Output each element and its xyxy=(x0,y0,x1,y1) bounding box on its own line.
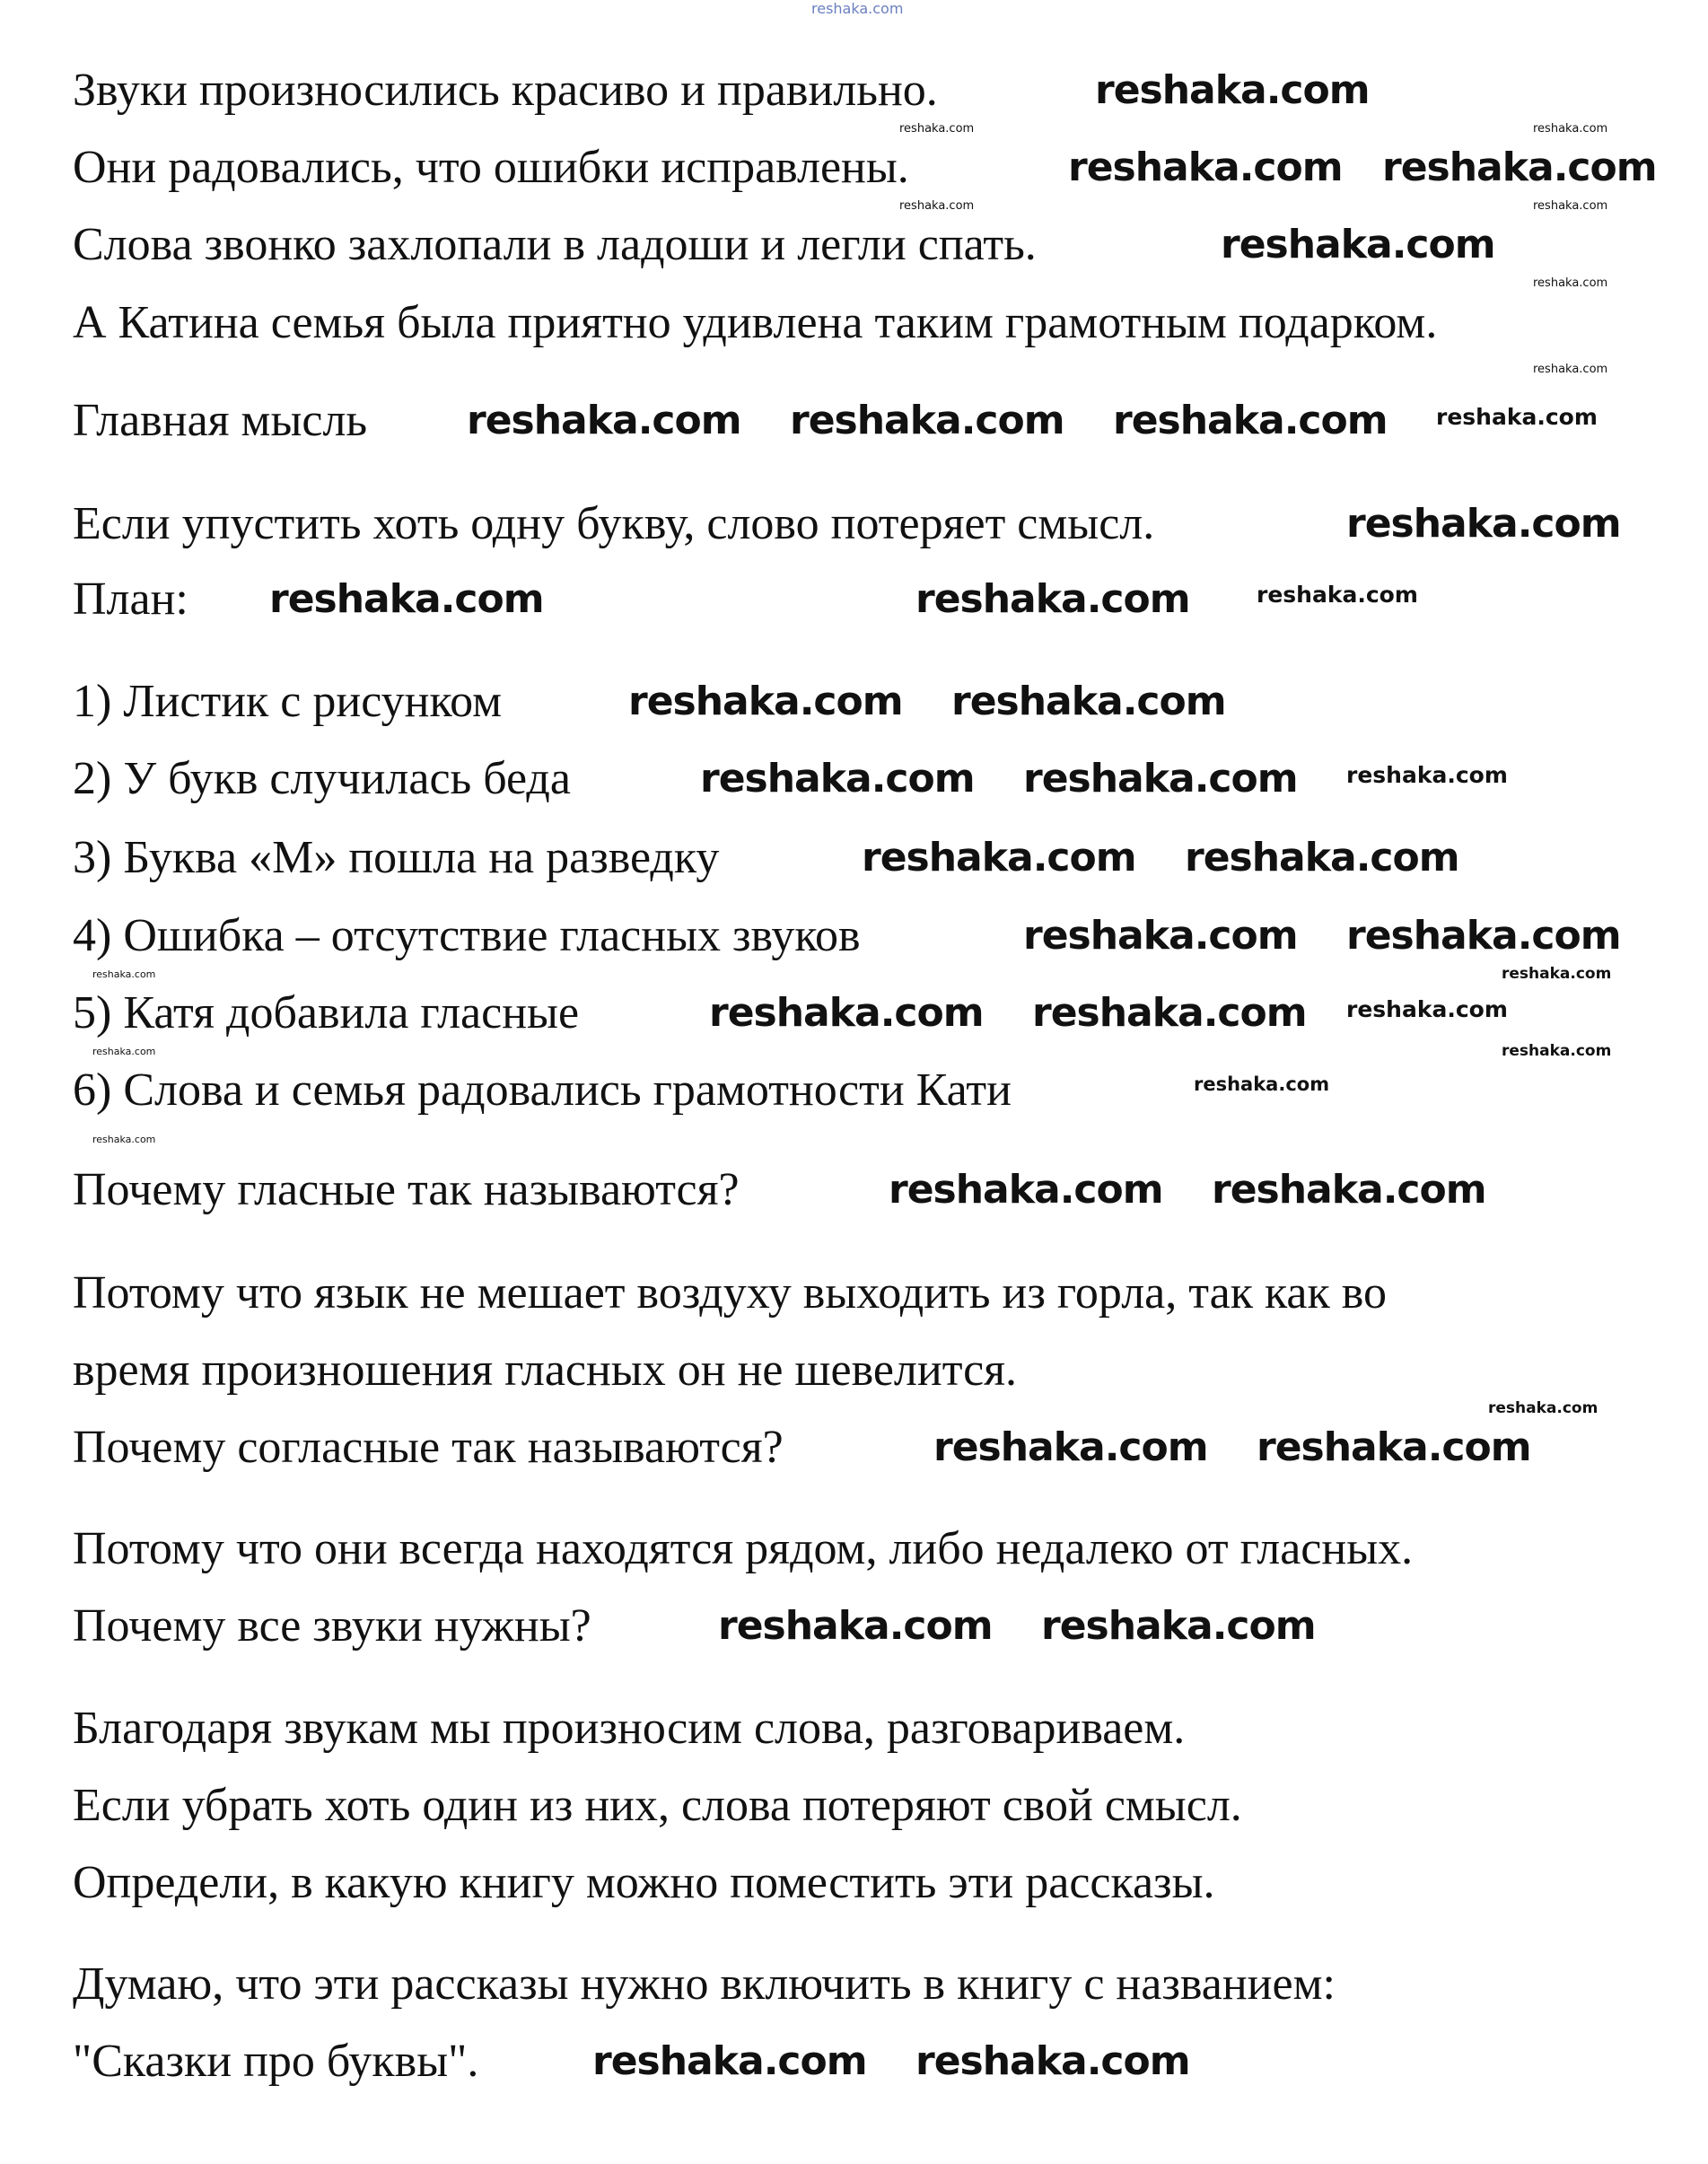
watermark: reshaka.com xyxy=(92,968,156,980)
watermark: reshaka.com xyxy=(709,990,984,1036)
watermark: reshaka.com xyxy=(1212,1167,1486,1213)
watermark: reshaka.com xyxy=(1502,965,1612,983)
watermark: reshaka.com xyxy=(1068,145,1343,190)
watermark: reshaka.com xyxy=(1257,1424,1531,1470)
watermark: reshaka.com xyxy=(915,2038,1190,2084)
plan-item: 1) Листик с рисунком xyxy=(73,676,502,727)
watermark: reshaka.com xyxy=(1113,398,1388,443)
watermark: reshaka.com xyxy=(628,679,903,724)
watermark: reshaka.com xyxy=(951,679,1226,724)
watermark: reshaka.com xyxy=(811,0,904,17)
watermark: reshaka.com xyxy=(899,122,975,136)
answer: "Сказки про буквы". xyxy=(73,2036,479,2087)
question: Определи, в какую книгу можно поместить эти рассказы. xyxy=(73,1857,1215,1908)
text-line: Если упустить хоть одну букву, слово потеряет смысл. xyxy=(73,498,1155,549)
watermark: reshaka.com xyxy=(889,1167,1163,1213)
text-line: Звуки произносились красиво и правильно. xyxy=(73,65,938,116)
watermark: reshaka.com xyxy=(718,1603,993,1649)
watermark: reshaka.com xyxy=(1346,913,1621,959)
text-line: Они радовались, что ошибки исправлены. xyxy=(73,142,909,193)
watermark: reshaka.com xyxy=(1533,122,1608,136)
answer: Думаю, что эти рассказы нужно включить в книгу с названием: xyxy=(73,1958,1336,2010)
watermark: reshaka.com xyxy=(1346,501,1621,547)
answer: Потому что они всегда находятся рядом, либо недалеко от гласных. xyxy=(73,1523,1414,1574)
plan-item: 6) Слова и семья радовались грамотности Кати xyxy=(73,1064,1012,1116)
text-line: Слова звонко захлопали в ладоши и легли спать. xyxy=(73,219,1037,270)
watermark: reshaka.com xyxy=(790,398,1064,443)
question: Почему гласные так называются? xyxy=(73,1164,740,1215)
watermark: reshaka.com xyxy=(1533,199,1608,213)
section-heading: План: xyxy=(73,574,188,625)
question: Почему согласные так называются? xyxy=(73,1422,784,1473)
watermark: reshaka.com xyxy=(1221,222,1495,267)
watermark: reshaka.com xyxy=(899,199,975,213)
plan-item: 4) Ошибка – отсутствие гласных звуков xyxy=(73,910,861,961)
watermark: reshaka.com xyxy=(1041,1603,1316,1649)
plan-item: 2) У букв случилась беда xyxy=(73,753,571,804)
watermark: reshaka.com xyxy=(700,756,975,802)
watermark: reshaka.com xyxy=(592,2038,867,2084)
text-line: А Катина семья была приятно удивлена таким грамотным подарком. xyxy=(73,297,1438,348)
plan-item: 5) Катя добавила гласные xyxy=(73,987,580,1038)
watermark: reshaka.com xyxy=(1533,363,1608,376)
question: Почему все звуки нужны? xyxy=(73,1600,591,1651)
section-heading: Главная мысль xyxy=(73,395,368,446)
answer: время произношения гласных он не шевелится. xyxy=(73,1345,1018,1396)
watermark: reshaka.com xyxy=(1023,756,1298,802)
watermark: reshaka.com xyxy=(1095,67,1370,113)
watermark: reshaka.com xyxy=(1346,762,1508,788)
watermark: reshaka.com xyxy=(1436,404,1598,430)
answer: Если убрать хоть один из них, слова потеряют свой смысл. xyxy=(73,1780,1242,1831)
watermark: reshaka.com xyxy=(269,576,544,622)
watermark: reshaka.com xyxy=(92,1046,156,1057)
watermark: reshaka.com xyxy=(1185,835,1459,880)
watermark: reshaka.com xyxy=(1533,276,1608,290)
answer: Потому что язык не мешает воздуху выходить из горла, так как во xyxy=(73,1267,1387,1319)
watermark: reshaka.com xyxy=(1257,582,1418,608)
watermark: reshaka.com xyxy=(1502,1042,1612,1060)
watermark: reshaka.com xyxy=(933,1424,1208,1470)
watermark: reshaka.com xyxy=(862,835,1136,880)
watermark: reshaka.com xyxy=(1023,913,1298,959)
watermark: reshaka.com xyxy=(467,398,741,443)
watermark: reshaka.com xyxy=(915,576,1190,622)
plan-item: 3) Буква «М» пошла на разведку xyxy=(73,832,720,883)
watermark: reshaka.com xyxy=(1488,1399,1599,1417)
watermark: reshaka.com xyxy=(92,1134,156,1145)
watermark: reshaka.com xyxy=(1194,1073,1330,1095)
watermark: reshaka.com xyxy=(1346,996,1508,1022)
watermark: reshaka.com xyxy=(1382,145,1657,190)
answer: Благодаря звукам мы произносим слова, разговариваем. xyxy=(73,1703,1186,1754)
watermark: reshaka.com xyxy=(1032,990,1307,1036)
